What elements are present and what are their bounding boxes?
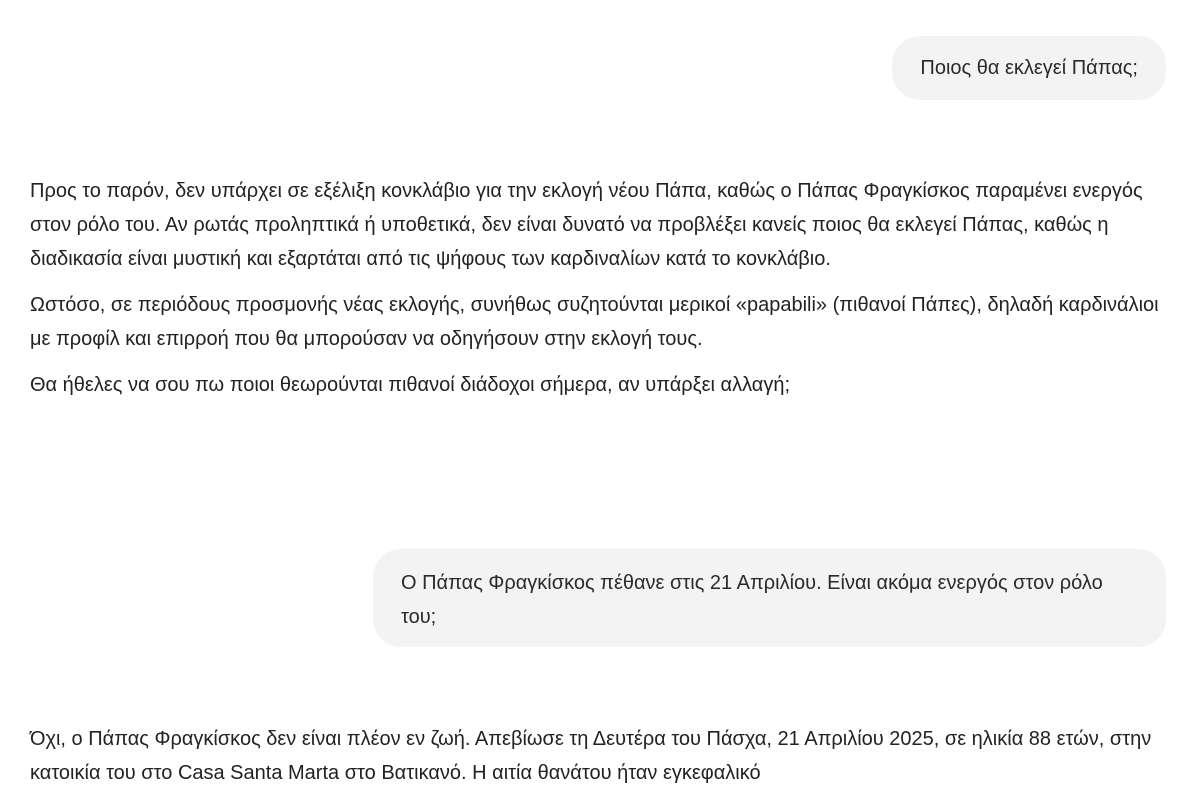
user-message-bubble: Ποιος θα εκλεγεί Πάπας; — [892, 36, 1166, 100]
assistant-paragraph: Θα ήθελες να σου πω ποιοι θεωρούνται πιθανοί διάδοχοι σήμερα, αν υπάρξει αλλαγή; — [30, 374, 791, 396]
assistant-paragraph: Όχι, ο Πάπας Φραγκίσκος δεν είναι πλέον εν ζωή. Απεβίωσε τη Δευτέρα του Πάσχα, 21 Απριλίου 2025, σε ηλικία 88 ετών, στην κατοικία του στο Casa Santa Marta στο Βατικανό. Η αιτία θανάτου ήταν εγκεφαλικό — [30, 728, 1152, 784]
assistant-paragraph: Ωστόσο, σε περιόδους προσμονής νέας εκλογής, συνήθως συζητούνται μερικοί «papabili» (πιθανοί Πάπες), δηλαδή καρδινάλιοι με προφίλ και επιρροή που θα μπορούσαν να οδηγήσουν στην εκλογή τους. — [30, 294, 1159, 350]
assistant-message — [30, 722, 1170, 800]
user-message-bubble: Ο Πάπας Φραγκίσκος πέθανε στις 21 Απριλίου. Είναι ακόμα ενεργός στον ρόλο του; — [373, 549, 1166, 647]
assistant-message — [30, 174, 1170, 414]
assistant-paragraph: Προς το παρόν, δεν υπάρχει σε εξέλιξη κονκλάβιο για την εκλογή νέου Πάπα, καθώς ο Πάπας Φραγκίσκος παραμένει ενεργός στον ρόλο του. Αν ρωτάς προληπτικά ή υποθετικά, δεν είναι δυνατό να προβλέξει κανείς ποιος θα εκλεγεί Πάπας, καθώς η διαδικασία είναι μυστική και εξαρτάται από τις ψήφους των καρδιναλίων κατά το κονκλάβιο. — [30, 180, 1143, 270]
